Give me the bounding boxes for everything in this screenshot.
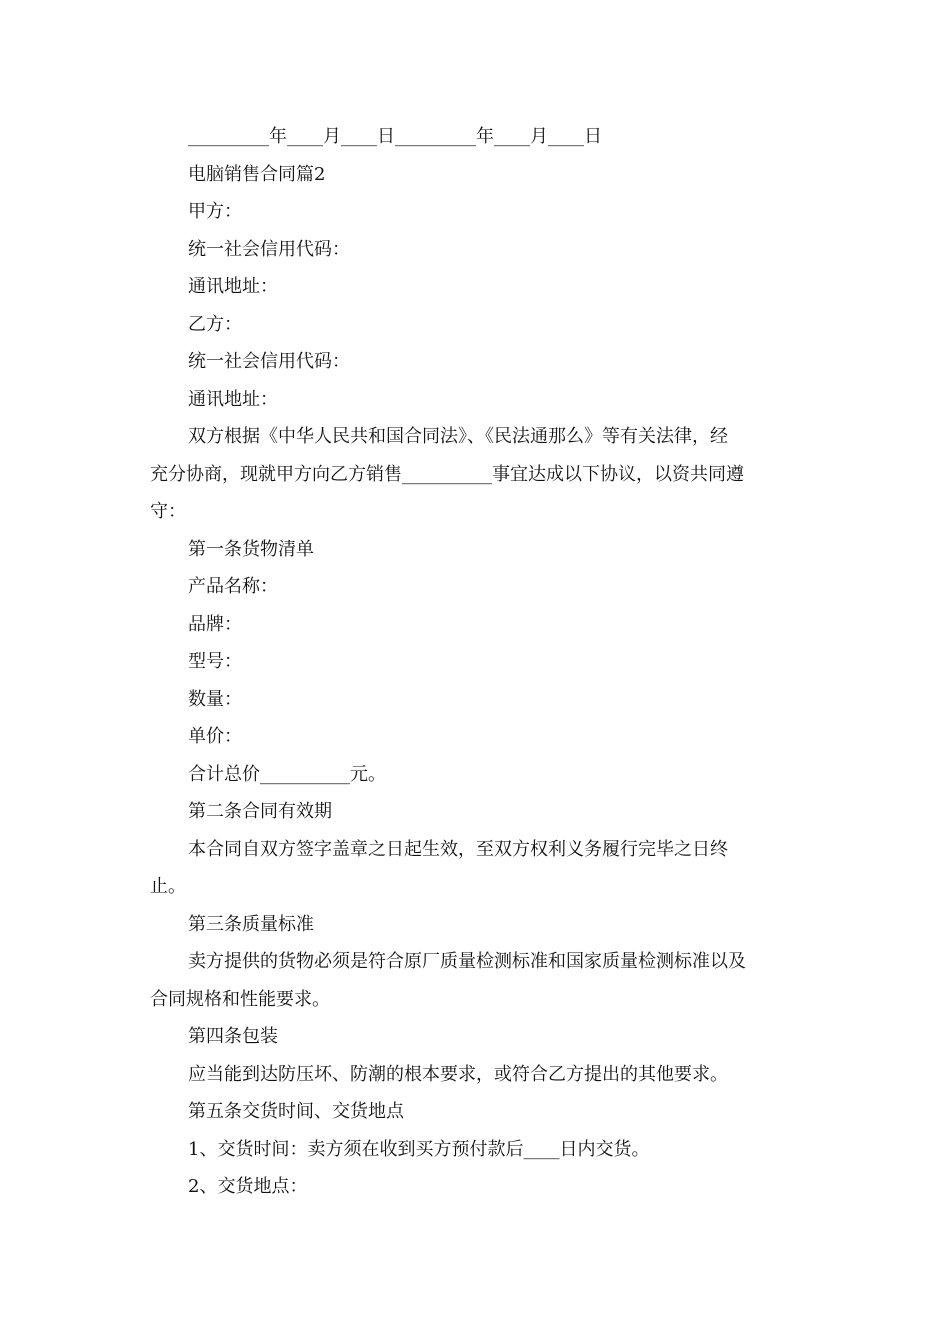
article-3-title: 第三条质量标准 [188,914,314,935]
party-b-credit-code: 统一社会信用代码： [188,351,350,372]
party-a-credit-code: 统一社会信用代码： [188,239,350,260]
party-a-address: 通讯地址： [188,276,278,297]
party-b-label: 乙方： [188,314,242,335]
preamble-paragraph: 充分协商，现就甲方向乙方销售__________事宜达成以下协议，以资共同遵 [150,464,744,485]
section-title: 电脑销售合同篇2 [188,164,326,185]
party-a-label: 甲方： [188,201,242,222]
model-field: 型号： [188,651,242,672]
article-2-title: 第二条合同有效期 [188,801,332,822]
article-1-title: 第一条货物清单 [188,539,314,560]
article-4-title: 第四条包装 [188,1026,278,1047]
article-2-paragraph: 止。 [150,876,186,897]
article-3-paragraph: 卖方提供的货物必须是符合原厂质量检测标准和国家质量检测标准以及 [188,951,746,972]
product-name-field: 产品名称： [188,576,278,597]
delivery-time-item: 1、交货时间：卖方须在收到买方预付款后____日内交货。 [188,1139,650,1160]
preamble-paragraph: 守： [150,501,186,522]
quantity-field: 数量： [188,689,242,710]
delivery-location-item: 2、交货地点： [188,1176,308,1197]
unit-price-field: 单价： [188,726,242,747]
article-3-paragraph: 合同规格和性能要求。 [150,989,330,1010]
article-2-paragraph: 本合同自双方签字盖章之日起生效，至双方权利义务履行完毕之日终 [188,839,728,860]
signature-date-line: _________年____月____日_________年____月____日 [188,126,602,147]
total-price-field: 合计总价__________元。 [188,764,386,785]
brand-field: 品牌： [188,614,242,635]
preamble-paragraph: 双方根据《中华人民共和国合同法》、《民法通那么》等有关法律，经 [188,426,728,447]
party-b-address: 通讯地址： [188,389,278,410]
article-4-paragraph: 应当能到达防压坏、防潮的根本要求，或符合乙方提出的其他要求。 [188,1064,728,1085]
article-5-title: 第五条交货时间、交货地点 [188,1101,404,1122]
